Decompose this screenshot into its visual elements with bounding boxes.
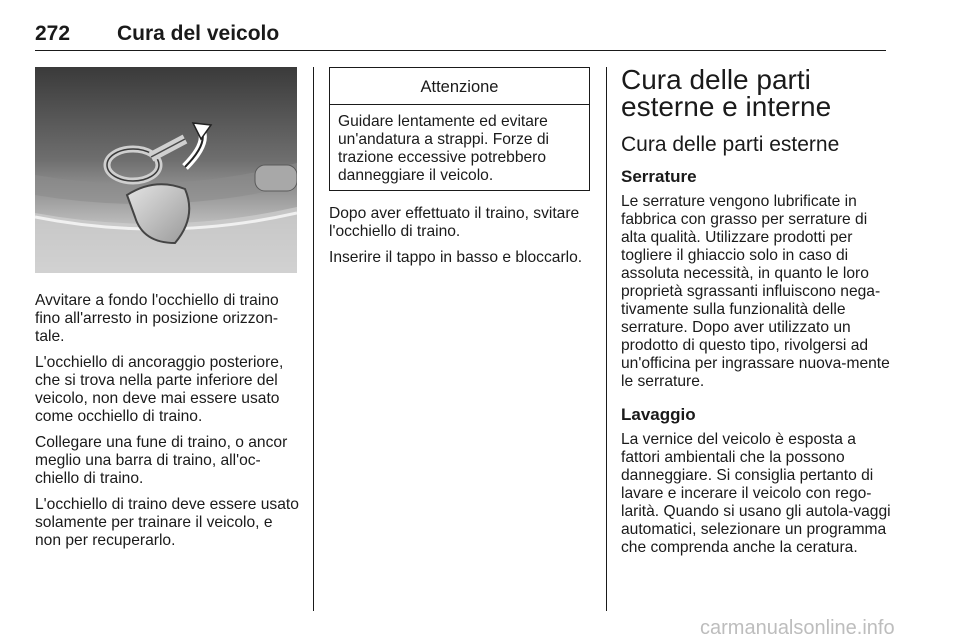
heading-lavaggio: Lavaggio	[621, 405, 696, 424]
section-title: Cura delle parti esterne e interne	[621, 64, 832, 122]
warning-title: Attenzione	[330, 68, 589, 105]
left-column	[35, 292, 299, 558]
paragraph: Avvitare a fondo l'occhiello di traino fino all'arresto in posizione orizzon-tale.	[35, 292, 279, 345]
paragraph: Dopo aver effettuato il traino, svitare l'occhiello di traino.	[329, 205, 580, 240]
paragraph-lavaggio: La vernice del veicolo è esposta a fattori ambientali che la possono danneggiare. Si consiglia pertanto di lavare e incerare il veicolo con rego-larità. Quando si usano gli autola-vaggi automatici, selezionare un programma che comprenda anche la ceratura.	[621, 431, 891, 556]
page-number: 272	[35, 22, 71, 45]
running-title: Cura del veicolo	[117, 22, 280, 45]
paragraph: Inserire il tappo in basso e bloccarlo.	[329, 249, 583, 266]
paragraph: L'occhiello di ancoraggio posteriore, che si trova nella parte inferiore del veicolo, non deve mai essere usato come occhiello di traino.	[35, 354, 284, 425]
subsection-title: Cura delle parti esterne	[621, 133, 840, 156]
column-divider-2	[606, 67, 607, 611]
paragraph: Collegare una fune di traino, o ancor meglio una barra di traino, all'oc-chiello di traino.	[35, 434, 288, 487]
heading-serrature: Serrature	[621, 167, 697, 186]
tow-eye-illustration-icon	[35, 67, 297, 273]
middle-column	[329, 205, 591, 275]
paragraph: L'occhiello di traino deve essere usato solamente per trainare il veicolo, e non per recuperarlo.	[35, 496, 299, 549]
tow-eye-figure	[35, 67, 297, 273]
page-header	[35, 22, 885, 52]
column-divider-1	[313, 67, 314, 611]
header-rule	[35, 50, 886, 51]
right-column	[621, 133, 891, 565]
paragraph-serrature: Le serrature vengono lubrificate in fabbrica con grasso per serrature di alta qualità. Utilizzare prodotti per togliere il ghiaccio solo in caso di assoluta necessità, in quanto le loro proprietà sgrassanti influiscono nega-tivamente sulla funzionalità delle serrature. Dopo aver utilizzato un prodotto di questo tipo, rivolgersi ad un'officina per ingrassare nuova-mente le serrature.	[621, 193, 890, 390]
warning-box	[329, 67, 590, 191]
warning-text: Guidare lentamente ed evitare un'andatura a strappi. Forze di trazione eccessive potrebbero danneggiare il veicolo.	[338, 113, 550, 184]
watermark: carmanualsonline.info	[700, 617, 895, 639]
